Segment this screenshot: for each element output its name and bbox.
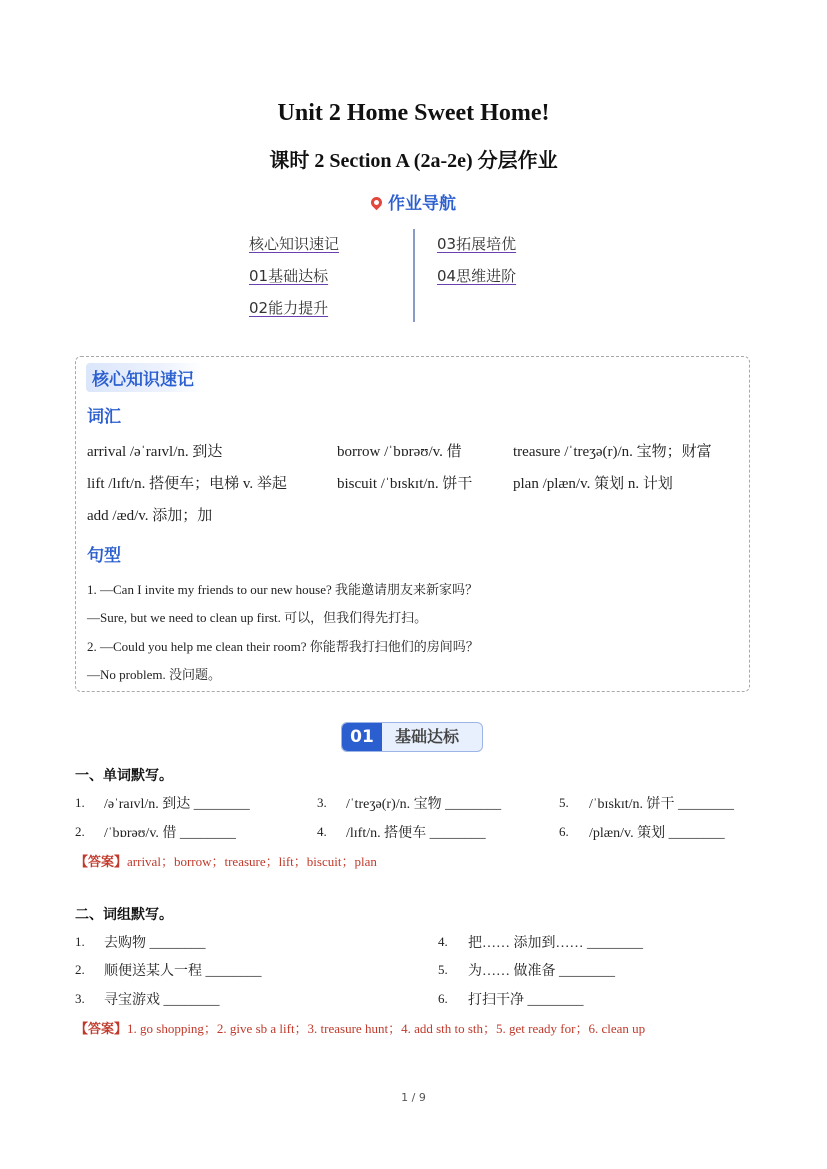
- question-number: 2.: [75, 824, 85, 839]
- question-number: 5.: [438, 962, 448, 977]
- page-number: 1 / 9: [401, 1091, 426, 1104]
- question-number: 4.: [317, 824, 327, 839]
- document-subtitle: 课时 2 Section A (2a-2e) 分层作业: [269, 150, 558, 172]
- question-text: /əˈraɪvl/n. 到达 ________: [104, 797, 250, 812]
- question-text: /ˈtreʒə(r)/n. 宝物 ________: [346, 797, 502, 812]
- question-number: 6.: [438, 991, 448, 1006]
- question-text: 为…… 做准备 ________: [468, 964, 615, 979]
- nav-divider: [413, 229, 415, 322]
- core-knowledge-title: 核心知识速记: [86, 363, 202, 392]
- section1-heading: 一、单词默写。: [75, 768, 173, 784]
- nav-heading: [0, 189, 827, 214]
- question-text: /plæn/v. 策划 ________: [589, 826, 725, 841]
- question-text: 寻宝游戏 ________: [104, 993, 220, 1008]
- question-number: 1.: [75, 934, 85, 949]
- answer-text: 1. go shopping；2. give sb a lift；3. treasure hunt；4. add sth to sth；5. get ready for；6. clean up: [127, 1021, 646, 1036]
- badge-number: 01: [342, 723, 382, 751]
- sentence-line: 2. —Could you help me clean their room? 你能帮我打扫他们的房间吗？: [87, 639, 479, 654]
- location-pin-icon: [369, 195, 385, 211]
- badge-label: 基础达标: [395, 727, 460, 746]
- answer-tag: 【答案】: [75, 1021, 128, 1036]
- nav-link-03[interactable]: 03拓展培优: [437, 235, 517, 253]
- question-text: /ˈbɪskɪt/n. 饼干 ________: [589, 797, 735, 812]
- vocab-item: lift /lɪft/n. 搭便车；电梯 v. 举起: [87, 476, 287, 492]
- question-text: 把…… 添加到…… ________: [468, 936, 643, 951]
- vocab-item: plan /plæn/v. 策划 n. 计划: [513, 476, 673, 492]
- nav-link-04[interactable]: 04思维进阶: [437, 267, 517, 285]
- vocab-item: arrival /əˈraɪvl/n. 到达: [87, 444, 223, 460]
- question-text: /ˈbɒrəʊ/v. 借 ________: [104, 826, 236, 841]
- sentence-line: 1. —Can I invite my friends to our new house? 我能邀请朋友来新家吗？: [87, 582, 479, 597]
- section2-heading: 二、词组默写。: [75, 907, 173, 923]
- vocab-heading: 词汇: [87, 407, 121, 427]
- nav-link-02[interactable]: 02能力提升: [249, 299, 329, 317]
- answer-text: arrival；borrow；treasure；lift；biscuit；plan: [127, 854, 377, 869]
- question-number: 2.: [75, 962, 85, 977]
- question-number: 3.: [75, 991, 85, 1006]
- section-badge: [341, 722, 483, 752]
- question-number: 3.: [317, 795, 327, 810]
- answer-tag: 【答案】: [75, 854, 128, 869]
- question-number: 4.: [438, 934, 448, 949]
- section1-answer: [75, 851, 377, 870]
- vocab-item: biscuit /ˈbɪskɪt/n. 饼干: [337, 476, 473, 492]
- sentence-line: —Sure, but we need to clean up first. 可以，但我们得先打扫。: [87, 610, 428, 625]
- section2-answer: [75, 1018, 645, 1037]
- nav-link-core[interactable]: 核心知识速记: [249, 235, 340, 253]
- question-number: 6.: [559, 824, 569, 839]
- question-number: 5.: [559, 795, 569, 810]
- nav-link-01[interactable]: 01基础达标: [249, 267, 329, 285]
- nav-heading-text: 作业导航: [388, 194, 456, 214]
- document-title: Unit 2 Home Sweet Home!: [277, 100, 550, 126]
- sentence-heading: 句型: [87, 546, 121, 566]
- sentence-line: —No problem. 没问题。: [87, 667, 221, 682]
- question-number: 1.: [75, 795, 85, 810]
- vocab-item: add /æd/v. 添加；加: [87, 508, 213, 524]
- question-text: /lɪft/n. 搭便车 ________: [346, 826, 486, 841]
- question-text: 去购物 ________: [104, 936, 206, 951]
- vocab-item: treasure /ˈtreʒə(r)/n. 宝物；财富: [513, 444, 712, 460]
- question-text: 顺便送某人一程 ________: [104, 964, 262, 979]
- vocab-item: borrow /ˈbɒrəʊ/v. 借: [337, 444, 462, 460]
- question-text: 打扫干净 ________: [468, 993, 584, 1008]
